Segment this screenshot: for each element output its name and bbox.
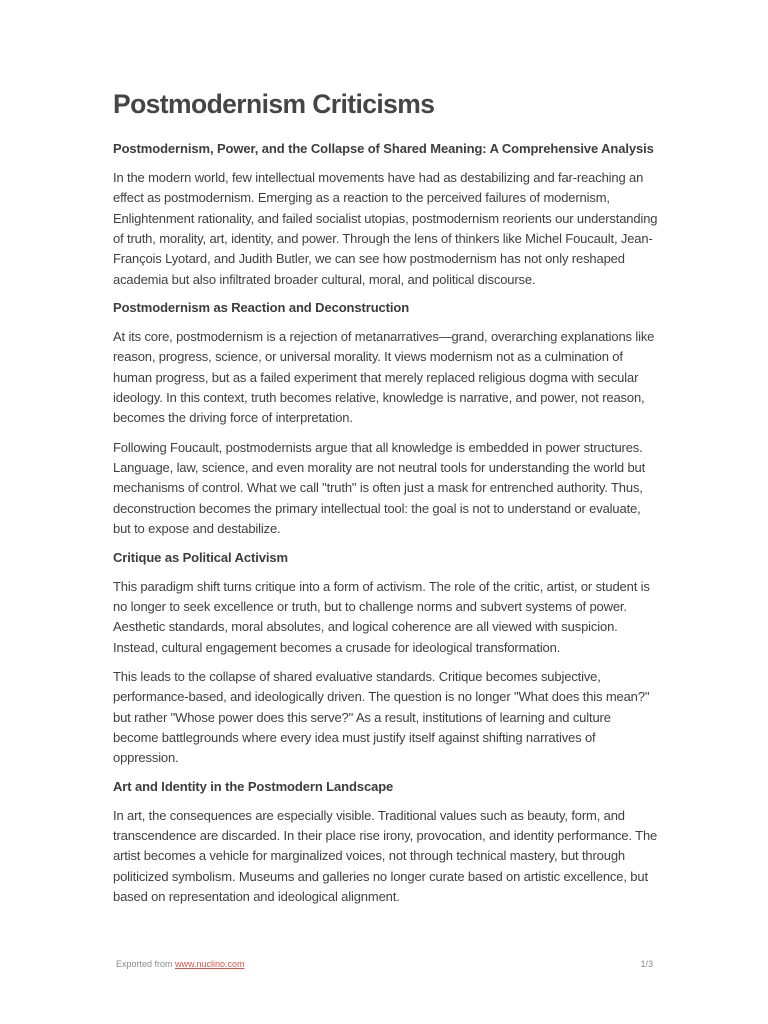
paragraph: At its core, postmodernism is a rejection of metanarratives—grand, overarching explanations like reason, progress, science, or universal morality. It views modernism not as a culmination of human progress, but as a failed experiment that merely replaced religious dogma with secular ideology. In this context, truth becomes relative, knowledge is narrative, and power, not reason, becomes the driving force of interpretation. <box>113 329 655 426</box>
section-heading-deconstruction: Postmodernism as Reaction and Deconstruction <box>113 300 410 316</box>
intro-paragraph: In the modern world, few intellectual movements have had as destabilizing and far-reaching an effect as postmodernism. Emerging as a reaction to the perceived failures of modernism, Enlightenment rationality, and failed socialist utopias, postmodernism reorients our understanding of truth, morality, art, identity, and power. Through the lens of thinkers like Michel Foucault, Jean-François Lyotard, and Judith Butler, we can see how postmodernism has not only reshaped academia but also infiltrated broader cultural, moral, and political discourse. <box>113 170 658 287</box>
page-title: Postmodernism Criticisms <box>113 89 435 119</box>
nuclino-link[interactable]: www.nuclino.com <box>175 959 245 969</box>
export-credit <box>116 958 245 970</box>
paragraph: Following Foucault, postmodernists argue that all knowledge is embedded in power structures. Language, law, science, and even morality are not neutral tools for understanding the world but mechanisms of control. What we call "truth" is often just a mask for entrenched authority. Thus, deconstruction becomes the primary intellectual tool: the goal is not to understand or evaluate, but to expose and destabilize. <box>113 439 646 537</box>
paragraph: This leads to the collapse of shared evaluative standards. Critique becomes subjective, performance-based, and ideologically driven. The question is no longer "What does this mean?" but rather "Whose power does this serve?" As a result, institutions of learning and culture become battlegrounds where every idea must justify itself against shifting narratives of oppression. <box>113 668 650 766</box>
page-indicator: 1/3 <box>640 959 653 969</box>
document-subtitle: Postmodernism, Power, and the Collapse of Shared Meaning: A Comprehensive Analysis <box>113 141 654 156</box>
paragraph: In art, the consequences are especially visible. Traditional values such as beauty, form, and transcendence are discarded. In their place rise irony, provocation, and identity performance. The artist becomes a vehicle for marginalized voices, not through technical mastery, but through politicized symbolism. Museums and galleries no longer curate based on artistic excellence, but based on representation and ideological alignment. <box>113 807 658 904</box>
paragraph: This paradigm shift turns critique into a form of activism. The role of the critic, artist, or student is no longer to seek excellence or truth, but to challenge norms and subvert systems of power. Aesthetic standards, moral absolutes, and logical coherence are all viewed with suspicion. Instead, cultural engagement becomes a crusade for ideological transformation. <box>113 578 650 655</box>
document-page <box>113 0 658 907</box>
export-prefix: Exported from <box>116 959 176 969</box>
section-heading-art-identity: Art and Identity in the Postmodern Landscape <box>113 778 394 794</box>
section-heading-activism: Critique as Political Activism <box>113 549 288 565</box>
